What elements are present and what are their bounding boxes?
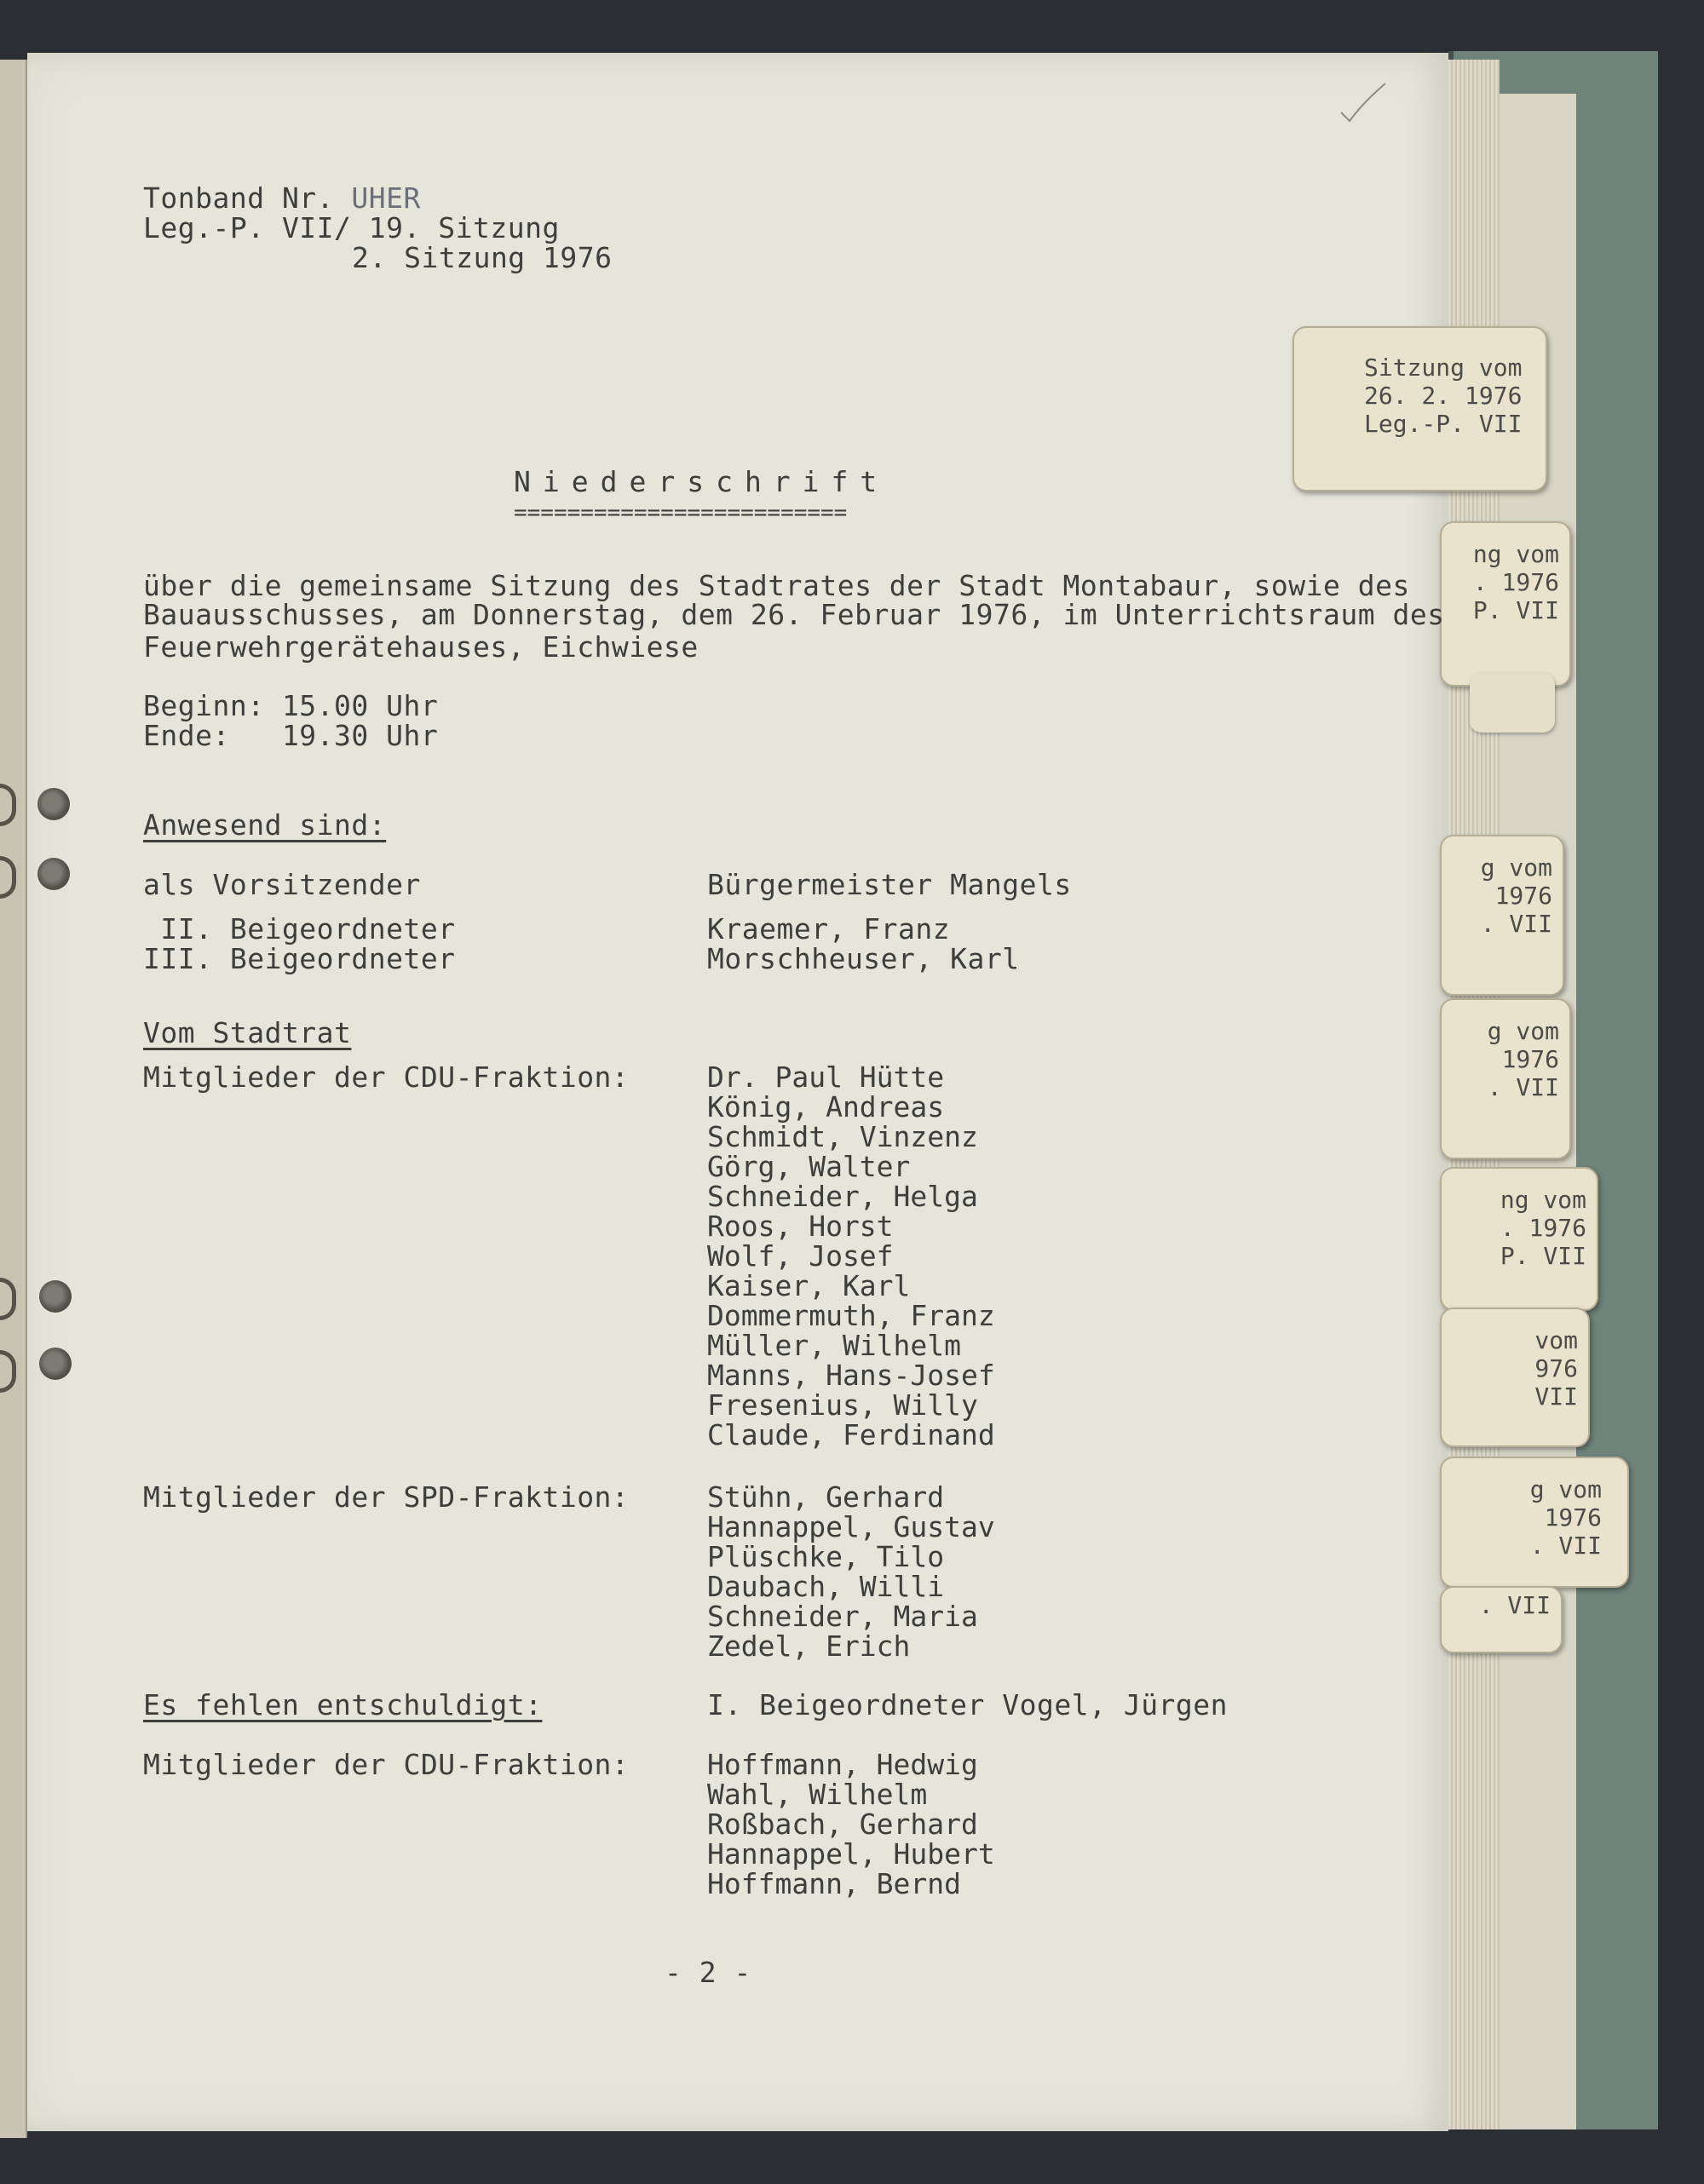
member-name: Claude, Ferdinand [707,1418,995,1451]
member-name: Roos, Horst [707,1210,894,1243]
member-name: Zedel, Erich [707,1629,911,1663]
member-name: Wolf, Josef [707,1239,894,1273]
session-year-line: 2. Sitzung 1976 [352,241,613,274]
punch-hole [39,1348,72,1380]
member-name: Roßbach, Gerhard [707,1808,978,1841]
end-time: Ende: 19.30 Uhr [143,719,439,752]
member-name: König, Andreas [707,1090,945,1124]
index-tab[interactable]: ng vom . 1976 P. VII [1440,521,1571,687]
absent-heading: Es fehlen entschuldigt: [143,1688,543,1721]
member-name: Manns, Hans-Josef [707,1359,995,1392]
punch-hole [37,788,70,820]
chair-label: als Vorsitzender [143,868,421,901]
chair-name: Bürgermeister Mangels [707,868,1072,901]
spd-members-label: Mitglieder der SPD-Fraktion: [143,1480,630,1514]
document-title: Niederschrift [514,465,889,498]
member-name: Kaiser, Karl [707,1269,911,1302]
index-tab[interactable]: g vom 1976 . VII [1440,835,1564,996]
member-name: Fresenius, Willy [707,1388,978,1422]
cdu-members-label: Mitglieder der CDU-Fraktion: [143,1060,630,1094]
member-name: Stühn, Gerhard [707,1480,945,1514]
absent-deputy: I. Beigeordneter Vogel, Jürgen [707,1688,1229,1721]
session-line: Leg.-P. VII/ 19. Sitzung [143,211,560,244]
council-heading: Vom Stadtrat [143,1016,352,1049]
punch-hole [39,1280,72,1313]
member-name: Hannappel, Hubert [707,1837,995,1871]
punch-hole [37,858,70,890]
deputy-name: Kraemer, Franz [707,912,951,945]
deputy-name: Morschheuser, Karl [707,942,1020,975]
tab-edge [1470,673,1555,733]
index-tab[interactable]: g vom 1976 . VII [1440,998,1571,1159]
index-tab[interactable]: g vom 1976 . VII [1440,1457,1629,1588]
member-name: Hoffmann, Hedwig [707,1748,978,1781]
member-name: Wahl, Wilhelm [707,1778,928,1811]
index-tab[interactable]: vom 976 VII [1440,1308,1590,1447]
member-name: Schmidt, Vinzenz [707,1120,978,1153]
member-name: Hoffmann, Bernd [707,1867,962,1900]
index-tab-main[interactable]: Sitzung vom 26. 2. 1976 Leg.-P. VII [1292,326,1547,491]
member-name: Görg, Walter [707,1150,911,1183]
member-name: Plüschke, Tilo [707,1540,945,1573]
member-name: Dr. Paul Hütte [707,1060,945,1094]
page-number: - 2 - [665,1956,751,1989]
left-page-edge [0,60,27,2138]
intro-line: über die gemeinsame Sitzung des Stadtrates der Stadt Montabaur, sowie des [143,569,1410,602]
member-name: Schneider, Helga [707,1180,978,1213]
absent-cdu-label: Mitglieder der CDU-Fraktion: [143,1748,630,1781]
member-name: Müller, Wilhelm [707,1329,962,1362]
begin-time: Beginn: 15.00 Uhr [143,689,439,722]
member-name: Hannappel, Gustav [707,1510,995,1543]
absent-cdu-list [707,1750,995,1899]
index-tab[interactable]: ng vom . 1976 P. VII [1440,1167,1598,1311]
index-tab[interactable]: . VII [1440,1586,1563,1653]
intro-line: Feuerwehrgerätehauses, Eichwiese [143,630,699,664]
title-double-rule: ========================= [514,500,848,526]
tape-number-line: Tonband Nr. UHER [143,181,421,215]
present-heading: Anwesend sind: [143,808,387,842]
member-name: Schneider, Maria [707,1600,978,1633]
deputy-label: II. Beigeordneter [143,912,456,945]
member-name: Daubach, Willi [707,1570,945,1603]
cdu-members-list [707,1062,995,1450]
spd-members-list [707,1482,995,1661]
intro-line: Bauausschusses, am Donnerstag, dem 26. Februar 1976, im Unterrichtsraum des [143,598,1445,631]
pencil-checkmark-icon [1338,78,1389,129]
deputy-label: III. Beigeordneter [143,942,456,975]
member-name: Dommermuth, Franz [707,1299,995,1332]
